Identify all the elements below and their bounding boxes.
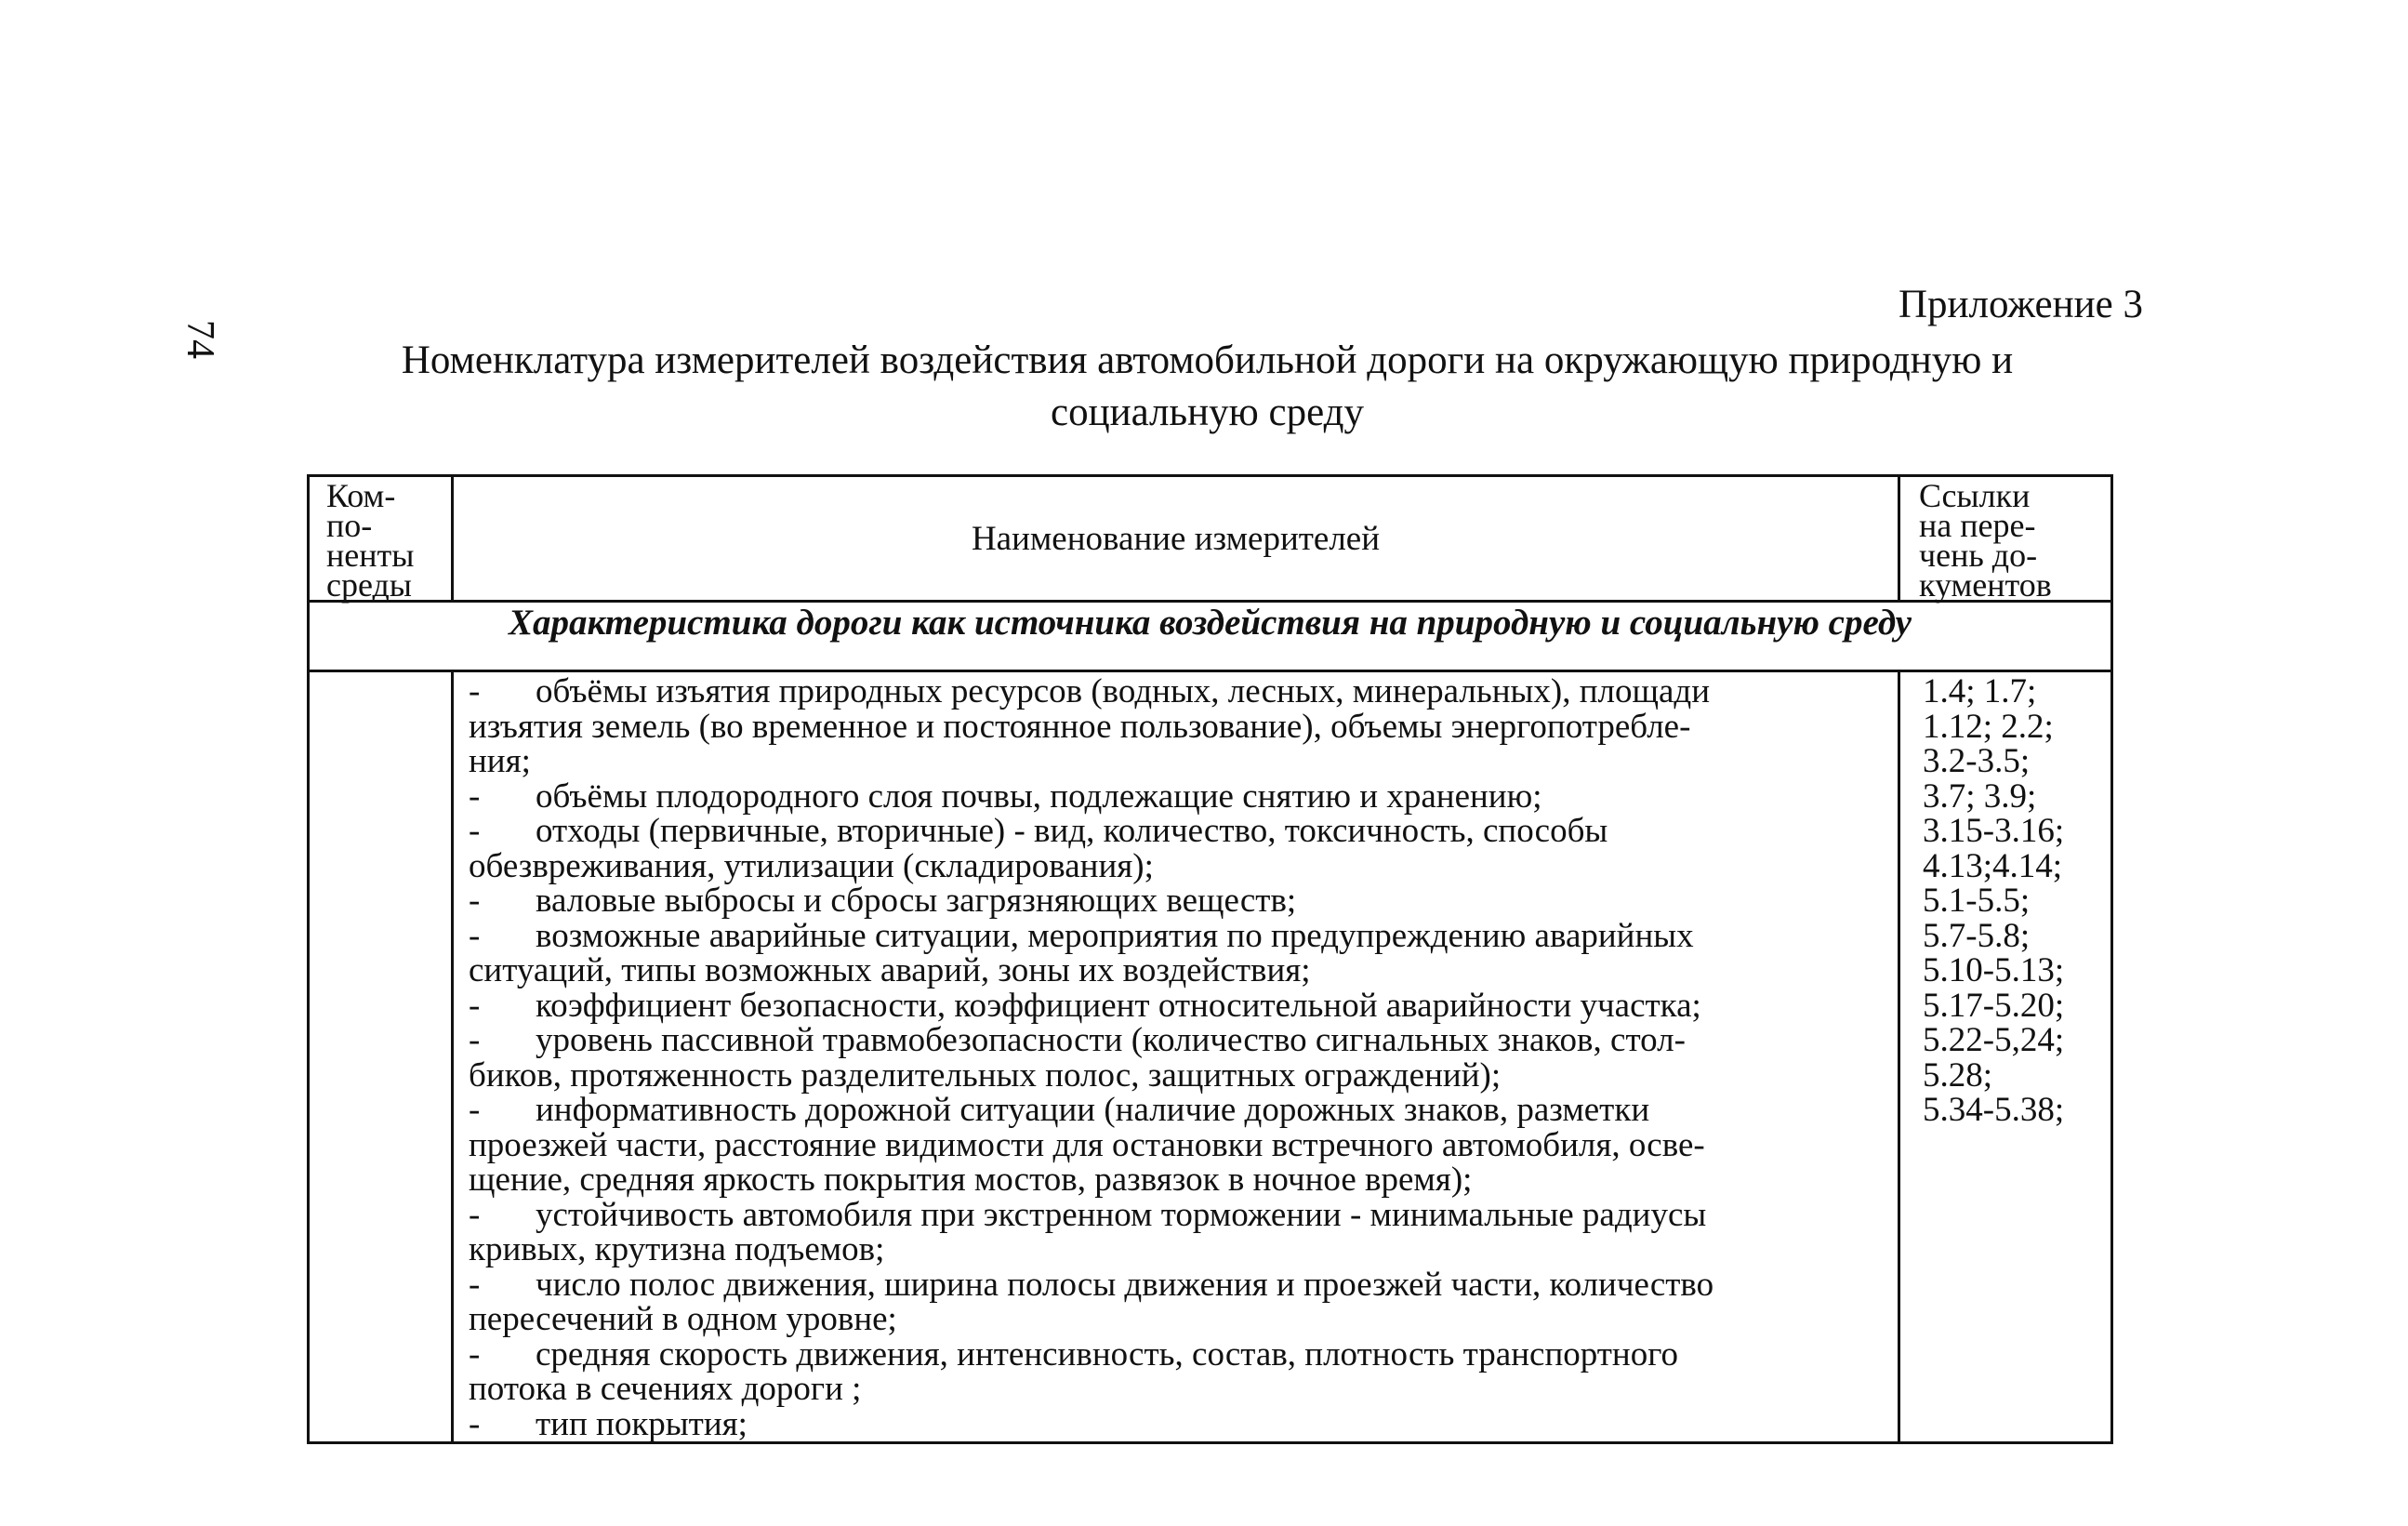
reference-entry: 5.17-5.20; xyxy=(1923,986,2065,1025)
list-dash: - xyxy=(469,1334,481,1373)
list-item xyxy=(469,674,1879,710)
list-item xyxy=(469,986,1879,1025)
components-cell xyxy=(309,671,453,1443)
list-item-continuation: проезжей части, расстояние видимости для остановки встречного автомобиля, осве- xyxy=(469,1125,1705,1164)
appendix-label: Приложение 3 xyxy=(1898,283,2143,326)
list-item-continuation: щение, средняя яркость покрытия мостов, развязок в ночное время); xyxy=(469,1161,1473,1199)
list-item xyxy=(469,883,1879,919)
header-refs xyxy=(1899,476,2112,602)
reference-entry: 5.34-5.38; xyxy=(1923,1091,2065,1129)
page-number: 74 xyxy=(179,320,221,359)
list-item-text: тип покрытия; xyxy=(536,1404,748,1443)
reference-entry: 3.2-3.5; xyxy=(1923,742,2031,780)
list-item-continuation: ния; xyxy=(469,742,531,780)
list-item xyxy=(469,1334,1879,1373)
document-title xyxy=(279,335,2136,439)
header-text-line: по- xyxy=(326,507,373,544)
list-dash: - xyxy=(469,672,481,710)
list-item-continuation: пересечений в одном уровне; xyxy=(469,1300,897,1338)
header-text-line: ненты xyxy=(326,537,415,574)
reference-entry: 3.7; 3.9; xyxy=(1923,776,2037,816)
list-item xyxy=(469,1267,1879,1303)
header-components xyxy=(309,476,453,602)
list-dash: - xyxy=(469,986,481,1025)
section-title: Характеристика дороги как источника воздействия на природную и социальную среду xyxy=(309,602,2112,671)
header-text-line: Ком- xyxy=(326,477,396,514)
list-dash: - xyxy=(469,776,481,816)
list-dash: - xyxy=(469,882,481,920)
list-item xyxy=(469,1195,1879,1234)
list-item-text: коэффициент безопасности, коэффициент относительной аварийности участка; xyxy=(536,986,1701,1025)
list-item-continuation: потока в сечениях дороги ; xyxy=(469,1370,862,1408)
reference-entry: 1.12; 2.2; xyxy=(1923,707,2054,746)
list-dash: - xyxy=(469,812,481,850)
list-item-text: отходы (первичные, вторичные) - вид, количество, токсичность, способы xyxy=(536,812,1608,850)
header-text-line: Ссылки xyxy=(1919,477,2031,514)
table-header-row xyxy=(309,476,2112,602)
list-item-continuation: ситуаций, типы возможных аварий, зоны их воздействия; xyxy=(469,951,1311,989)
list-item-text: информативность дорожной ситуации (наличие дорожных знаков, разметки xyxy=(536,1091,1650,1129)
list-item-text: объёмы плодородного слоя почвы, подлежащие снятию и хранению; xyxy=(536,776,1542,816)
section-row xyxy=(309,602,2112,671)
list-dash: - xyxy=(469,1404,481,1443)
list-dash: - xyxy=(469,1021,481,1059)
list-item xyxy=(469,814,1879,849)
title-line: социальную среду xyxy=(1050,391,1364,434)
list-item xyxy=(469,1404,1879,1443)
list-item-continuation: биков, протяженность разделительных полос, защитных ограждений); xyxy=(469,1055,1502,1095)
title-line: Номенклатура измерителей воздействия автомобильной дороги на окружающую природную и xyxy=(401,338,2014,382)
header-text-line: на пере- xyxy=(1919,507,2036,544)
list-dash: - xyxy=(469,1195,481,1234)
list-item-text: устойчивость автомобиля при экстренном торможении - минимальные радиусы xyxy=(536,1195,1707,1234)
list-item-text: число полос движения, ширина полосы движения и проезжей части, количество xyxy=(536,1265,1714,1304)
reference-entry: 1.4; 1.7; xyxy=(1923,672,2037,710)
list-item-text: уровень пассивной травмобезопасности (количество сигнальных знаков, стол- xyxy=(536,1021,1686,1059)
measures-table xyxy=(307,474,2113,1444)
list-dash: - xyxy=(469,916,481,955)
table-row xyxy=(309,671,2112,1443)
list-item-text: объёмы изъятия природных ресурсов (водных, лесных, минеральных), площади xyxy=(536,672,1711,710)
reference-entry: 5.28; xyxy=(1923,1055,1993,1095)
list-dash: - xyxy=(469,1091,481,1129)
list-item-continuation: обезвреживания, утилизации (складирования); xyxy=(469,846,1154,885)
reference-entry: 5.1-5.5; xyxy=(1923,882,2031,920)
list-item xyxy=(469,1093,1879,1128)
list-dash: - xyxy=(469,1265,481,1304)
list-item xyxy=(469,1023,1879,1058)
list-item-continuation: кривых, крутизна подъемов; xyxy=(469,1230,885,1268)
list-item xyxy=(469,916,1879,955)
references-list xyxy=(1899,671,2112,1443)
reference-entry: 4.13;4.14; xyxy=(1923,846,2063,885)
reference-entry: 5.7-5.8; xyxy=(1923,916,2031,955)
list-item xyxy=(469,776,1879,816)
list-item-continuation: изъятия земель (во временное и постоянное пользование), объемы энергопотребле- xyxy=(469,707,1691,746)
reference-entry: 5.10-5.13; xyxy=(1923,951,2065,989)
header-text-line: кументов xyxy=(1919,566,2052,604)
list-item-text: валовые выбросы и сбросы загрязняющих веществ; xyxy=(536,882,1297,920)
measures-list xyxy=(453,671,1899,1443)
reference-entry: 5.22-5,24; xyxy=(1923,1021,2065,1059)
header-text-line: чень до- xyxy=(1919,537,2038,574)
header-name: Наименование измерителей xyxy=(453,476,1899,602)
list-item-text: средняя скорость движения, интенсивность, состав, плотность транспортного xyxy=(536,1334,1678,1373)
header-text-line: среды xyxy=(326,566,412,604)
list-item-text: возможные аварийные ситуации, мероприятия по предупреждению аварийных xyxy=(536,916,1694,955)
reference-entry: 3.15-3.16; xyxy=(1923,812,2065,850)
